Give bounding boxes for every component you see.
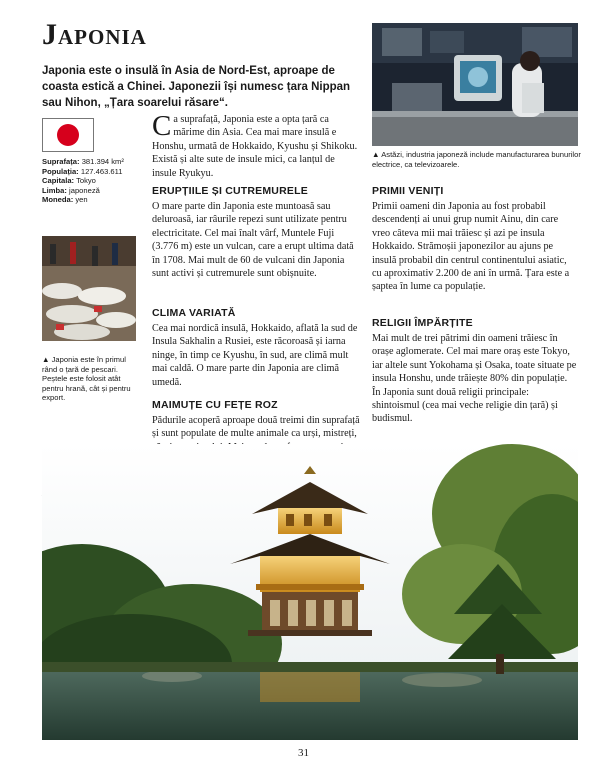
tv-factory-caption: ▲ Astăzi, industria japoneză include manufacturarea bunurilor electrice, ca televizoarele. (372, 150, 581, 169)
fact-row: Limba: japoneză (42, 185, 100, 195)
section-text-monkeys: Pădurile acoperă aproape două treimi din suprafață și sunt populate de multe animale ca urși, mistreți, (152, 415, 360, 440)
section-text-eruptions: O mare parte din Japonia este muntoasă sau deluroasă, iar râurile repezi sunt utilizate pentru electricitate. Cel mai înalt vârf, Muntele Fuji (3.776 m) este un vulcan, care a erupt ultima dată în 1708. Mai mult de 60 de vulcani din Japonia sunt activi și cutremurele sunt obișnuite. (152, 201, 354, 280)
fact-row: Moneda: yen (42, 195, 88, 205)
section-heading-religions: RELIGII ÎMPĂRȚITE (372, 317, 473, 329)
golden-pavilion-photo (42, 444, 578, 740)
fish-market-photo (42, 236, 136, 341)
intro-paragraph: Japonia este o insulă în Asia de Nord-Est, aproape de coasta estică a Chinei. Japonezii își numesc țara Nippan sau Nihon, „Țara soarelui răsare“. (42, 65, 351, 109)
fact-row: Populația: 127.463.611 (42, 166, 123, 176)
fact-row: Capitala: Tokyo (42, 176, 96, 186)
section-heading-monkeys: MAIMUȚE CU FEȚE ROZ (152, 399, 278, 411)
fish-market-caption: ▲ Japonia este în primul rând o țară de pescari. Peștele este folosit atât pentru hrană, cât și pentru export. (42, 355, 131, 403)
tv-factory-photo (372, 23, 578, 146)
section-text-first-settlers: Primii oameni din Japonia au fost probabil descendenți ai unui grup numit Ainu, din care vreo câteva mii mai trăiesc și azi pe insula Hokkaido. Strămoșii japonezilor au ajuns pe insulă probabil din centrul continentului asiatic, cu aproximativ 2.200 de ani în urmă. Țara este a șaptea în lume ca populație. (372, 201, 570, 293)
section-heading-climate: CLIMA VARIATĂ (152, 307, 236, 319)
page-title: Japonia (42, 18, 147, 51)
section-heading-eruptions: ERUPȚIILE ȘI CUTREMURELE (152, 185, 308, 197)
page-number: 31 (298, 747, 309, 759)
japan-flag (42, 118, 94, 152)
section-text-religions: Mai mult de trei pătrimi din oameni trăiesc în orașe aglomerate. Cel mai mare oraș este Tokyo, iar altele sunt Yokohama și Osaka, toate situate pe insula Honshu, unde trăiește 80% din populație. În Japonia sunt două religii principale: shintoismul (cea mai veche religie din țară) și budismul. (372, 333, 577, 425)
section-heading-first-settlers: PRIMII VENIȚI (372, 185, 444, 197)
lead-paragraph: Ca suprafață, Japonia este a opta țară ca mărime din Asia. Cea mai mare insulă e Honshu, urmată de Hokkaido, Kyushu și Shikoku. Există și alte sute de insule mici, ca lanțul de insule Ryukyu. (152, 110, 358, 179)
fact-row: Suprafața: 381.394 km² (42, 157, 124, 166)
section-text-climate: Cea mai nordică insulă, Hokkaido, aflată la sud de Insula Sakhalin a Rusiei, este răcoroasă și iarna ninge, în timp ce Kyushu, în sud, are climă mult mai caldă. O mare parte din Japonia are climă umedă. (152, 323, 358, 388)
fact-box (42, 157, 162, 205)
drop-cap: C (152, 110, 172, 142)
